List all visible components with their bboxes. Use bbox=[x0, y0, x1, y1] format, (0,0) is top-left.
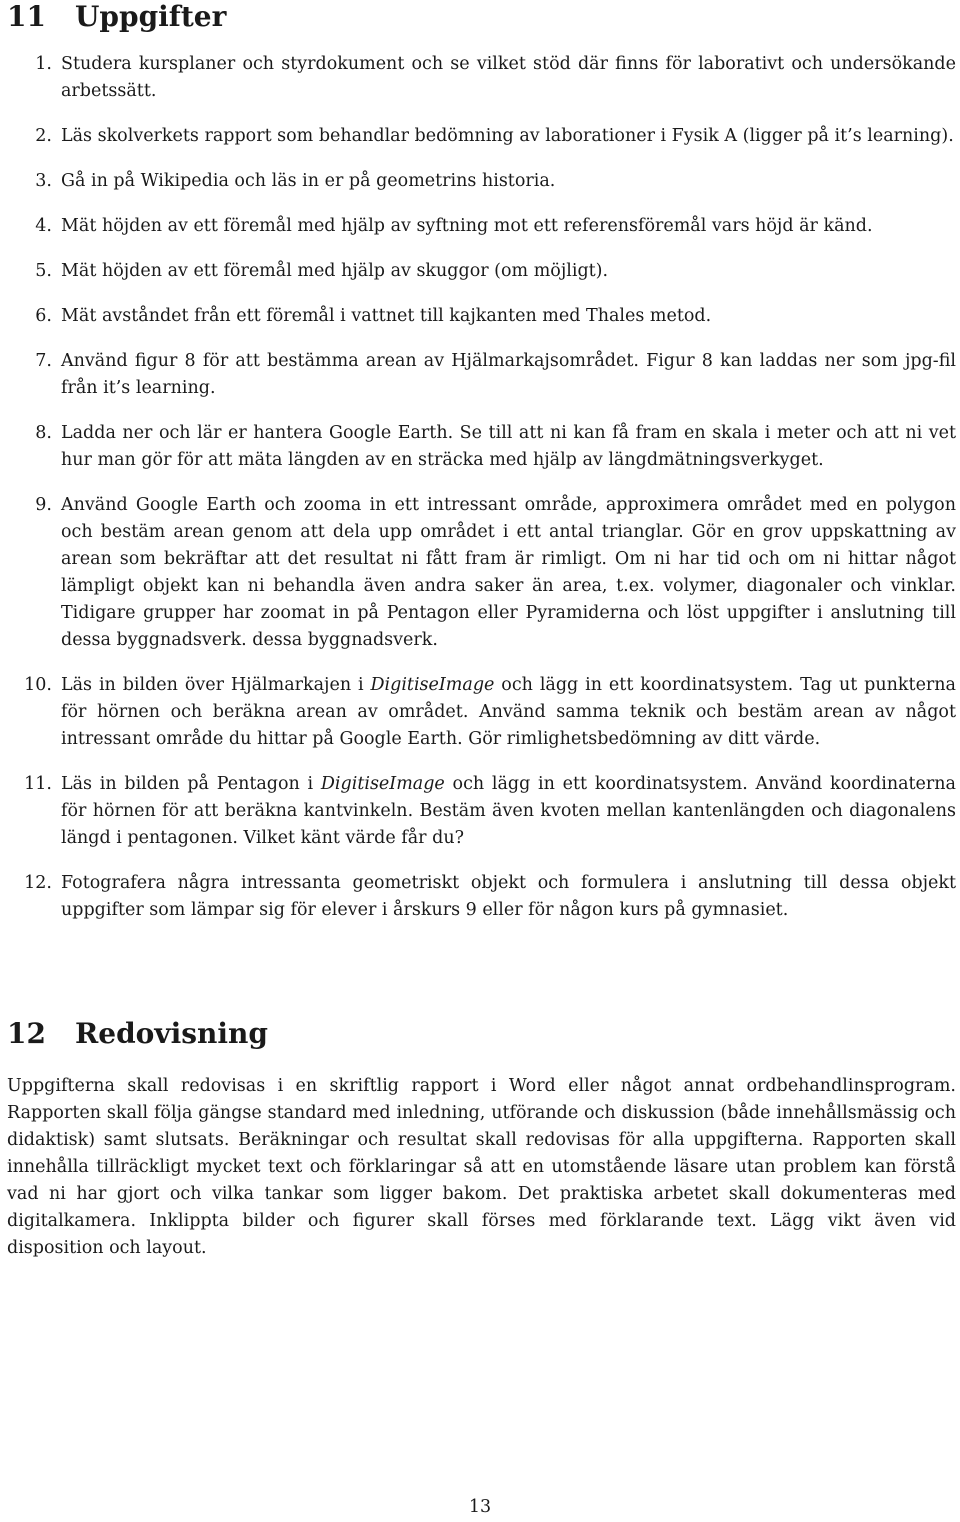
task-text-before: Läs in bilden över Hjälmarkajen i bbox=[61, 675, 371, 695]
task-text: Mät höjden av ett föremål med hjälp av skuggor (om möjligt). bbox=[61, 261, 609, 281]
section-number: 12 bbox=[7, 1017, 46, 1050]
task-text bbox=[61, 774, 956, 848]
section-heading-uppgifter bbox=[7, 0, 226, 34]
task-text: Använd Google Earth och zooma in ett intressant område, approximera området med en polygon och bestäm arean genom att dela upp området i ett antal trianglar. Gör en grov uppskattning av arean som bekräftar att det resultat ni fått fram är rimligt. Om ni har tid och om ni hittar något lämpligt objekt kan ni behandla även andra saker än area, t.ex. volymer, diagonaler och vinklar. Tidigare grupper har zoomat in på Pentagon eller Pyramiderna och löst uppgifter i anslutning till dessa byggnadsverk. dessa byggnadsverk. bbox=[61, 495, 956, 650]
software-name: DigitiseImage bbox=[320, 774, 445, 794]
task-item bbox=[0, 303, 960, 330]
task-number: 3. bbox=[35, 171, 52, 191]
task-number: 5. bbox=[35, 261, 52, 281]
task-text: Använd figur 8 för att bestämma arean av Hjälmarkajsområdet. Figur 8 kan laddas ner som jpg-fil från it’s learning. bbox=[61, 351, 956, 398]
section-heading-redovisning bbox=[7, 1017, 268, 1051]
task-item bbox=[0, 123, 960, 150]
task-number: 12. bbox=[24, 873, 52, 893]
task-item bbox=[0, 420, 960, 474]
task-number: 1. bbox=[35, 54, 52, 74]
task-number: 9. bbox=[35, 495, 52, 515]
task-item bbox=[0, 672, 960, 753]
task-text-after: och lägg in ett koordinatsystem. Använd koordinaterna för hörnen för att beräkna kantvinkeln. Bestäm även kvoten mellan kantenlängden och diagonalens längd i pentagonen. Vilket känt värde får du? bbox=[61, 774, 956, 848]
task-item bbox=[0, 348, 960, 402]
task-number: 7. bbox=[35, 351, 52, 371]
task-text: Mät avståndet från ett föremål i vattnet till kajkanten med Thales metod. bbox=[61, 306, 712, 326]
task-text: Fotografera några intressanta geometriskt objekt och formulera i anslutning till dessa objekt uppgifter som lämpar sig för elever i årskurs 9 eller för någon kurs på gymnasiet. bbox=[61, 873, 956, 920]
task-number: 2. bbox=[35, 126, 52, 146]
task-text bbox=[61, 675, 956, 749]
section-number: 11 bbox=[7, 0, 46, 33]
task-text-after: och lägg in ett koordinatsystem. Tag ut punkterna för hörnen och beräkna arean av området. Använd samma teknik och bestäm arean av något intressant område du hittar på Google Earth. Gör rimlighetsbedömning av ditt värde. bbox=[61, 675, 956, 749]
section-title: Redovisning bbox=[75, 1017, 268, 1050]
task-number: 10. bbox=[24, 675, 52, 695]
task-number: 8. bbox=[35, 423, 52, 443]
task-number: 6. bbox=[35, 306, 52, 326]
task-number: 4. bbox=[35, 216, 52, 236]
task-text: Gå in på Wikipedia och läs in er på geometrins historia. bbox=[61, 171, 556, 191]
task-list bbox=[0, 51, 960, 942]
report-paragraph: Uppgifterna skall redovisas i en skriftlig rapport i Word eller något annat ordbehandlinsprogram. Rapporten skall följa gängse standard med inledning, utförande och diskussion (både innehållsmässig och didaktisk) samt slutsats. Beräkningar och resultat skall redovisas för alla uppgifterna. Rapporten skall innehålla tillräckligt mycket text och förklaringar så att en utomstående läsare utan problem kan förstå vad ni har gjort och vilka tankar som ligger bakom. Det praktiska arbetet skall dokumenteras med digitalkamera. Inklippta bilder och figurer skall förses med förklarande text. Lägg vikt även vid disposition och layout. bbox=[7, 1076, 956, 1258]
task-number: 11. bbox=[24, 774, 52, 794]
task-item bbox=[0, 870, 960, 924]
task-item bbox=[0, 213, 960, 240]
task-item bbox=[0, 51, 960, 105]
task-text: Studera kursplaner och styrdokument och se vilket stöd där finns för laborativt och undersökande arbetssätt. bbox=[61, 54, 956, 101]
task-text: Läs skolverkets rapport som behandlar bedömning av laborationer i Fysik A (ligger på it’s learning). bbox=[61, 126, 954, 146]
section-title: Uppgifter bbox=[75, 0, 227, 33]
software-name: DigitiseImage bbox=[370, 675, 495, 695]
task-text: Ladda ner och lär er hantera Google Earth. Se till att ni kan få fram en skala i meter och att ni vet hur man gör för att mäta längden av en sträcka med hjälp av längdmätningsverkyget. bbox=[61, 423, 956, 470]
task-item bbox=[0, 258, 960, 285]
task-text: Mät höjden av ett föremål med hjälp av syftning mot ett referensföremål vars höjd är känd. bbox=[61, 216, 873, 236]
task-item bbox=[0, 771, 960, 852]
task-text-before: Läs in bilden på Pentagon i bbox=[61, 774, 321, 794]
task-item bbox=[0, 492, 960, 654]
page-number: 13 bbox=[468, 1497, 492, 1517]
task-item bbox=[0, 168, 960, 195]
